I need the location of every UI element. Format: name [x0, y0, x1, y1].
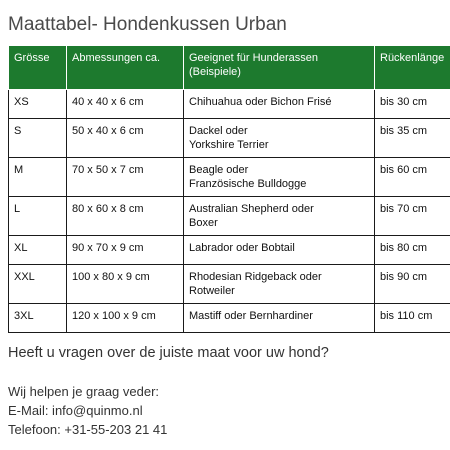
- cell-breeds: [184, 158, 375, 197]
- column-header-breeds: Geeignet für Hunderassen (Beispiele): [184, 46, 375, 90]
- cell-dimensions: 70 x 50 x 7 cm: [67, 158, 184, 197]
- cell-dimensions: 80 x 60 x 8 cm: [67, 197, 184, 236]
- breed-line: Mastiff oder Bernhardiner: [189, 310, 313, 322]
- cell-breeds: [184, 119, 375, 158]
- cell-size: S: [9, 119, 67, 158]
- table-header-row: [9, 46, 450, 90]
- table-row: [9, 236, 450, 265]
- page-title: Maattabel- Hondenkussen Urban: [8, 14, 287, 35]
- cell-back-length: bis 35 cm: [375, 119, 450, 158]
- cell-dimensions: 90 x 70 x 9 cm: [67, 236, 184, 265]
- cell-dimensions: 120 x 100 x 9 cm: [67, 304, 184, 333]
- breed-line: Yorkshire Terrier: [189, 139, 269, 151]
- cell-back-length: bis 30 cm: [375, 90, 450, 119]
- cell-breeds: [184, 197, 375, 236]
- column-header-size: Grösse: [9, 46, 67, 90]
- contact-phone[interactable]: Telefoon: +31-55-203 21 41: [8, 422, 168, 437]
- cell-breeds: [184, 236, 375, 265]
- cell-size: XS: [9, 90, 67, 119]
- breed-line: Chihuahua oder Bichon Frisé: [189, 96, 332, 108]
- cell-breeds: [184, 265, 375, 304]
- breed-line: Dackel oder: [189, 125, 248, 137]
- cell-dimensions: 100 x 80 x 9 cm: [67, 265, 184, 304]
- cell-dimensions: 40 x 40 x 6 cm: [67, 90, 184, 119]
- table-row: [9, 304, 450, 333]
- cell-size: L: [9, 197, 67, 236]
- size-table: [8, 45, 450, 333]
- cell-back-length: bis 110 cm: [375, 304, 450, 333]
- cell-dimensions: 50 x 40 x 6 cm: [67, 119, 184, 158]
- breed-line: Rhodesian Ridgeback oder: [189, 271, 322, 283]
- breed-line: Rotweiler: [189, 285, 235, 297]
- table-row: [9, 158, 450, 197]
- contact-email[interactable]: E-Mail: info@quinmo.nl: [8, 403, 143, 418]
- breed-line: Beagle oder: [189, 164, 249, 176]
- column-header-dimensions: Abmessungen ca.: [67, 46, 184, 90]
- cell-back-length: bis 60 cm: [375, 158, 450, 197]
- cell-breeds: [184, 304, 375, 333]
- breed-line: Labrador oder Bobtail: [189, 242, 295, 254]
- table-row: [9, 90, 450, 119]
- cell-back-length: bis 90 cm: [375, 265, 450, 304]
- breed-line: Australian Shepherd oder: [189, 203, 314, 215]
- cell-size: XL: [9, 236, 67, 265]
- cell-back-length: bis 70 cm: [375, 197, 450, 236]
- cell-size: XXL: [9, 265, 67, 304]
- breed-line: Französische Bulldogge: [189, 178, 307, 190]
- breed-line: Boxer: [189, 217, 218, 229]
- cell-breeds: [184, 90, 375, 119]
- contact-block: [8, 382, 167, 439]
- table-row: [9, 197, 450, 236]
- column-header-back-length: Rückenlänge: [375, 46, 450, 90]
- cell-back-length: bis 80 cm: [375, 236, 450, 265]
- contact-intro: Wij helpen je graag veder:: [8, 384, 160, 399]
- question-text: Heeft u vragen over de juiste maat voor uw hond?: [8, 345, 329, 361]
- cell-size: M: [9, 158, 67, 197]
- table-row: [9, 119, 450, 158]
- cell-size: 3XL: [9, 304, 67, 333]
- table-row: [9, 265, 450, 304]
